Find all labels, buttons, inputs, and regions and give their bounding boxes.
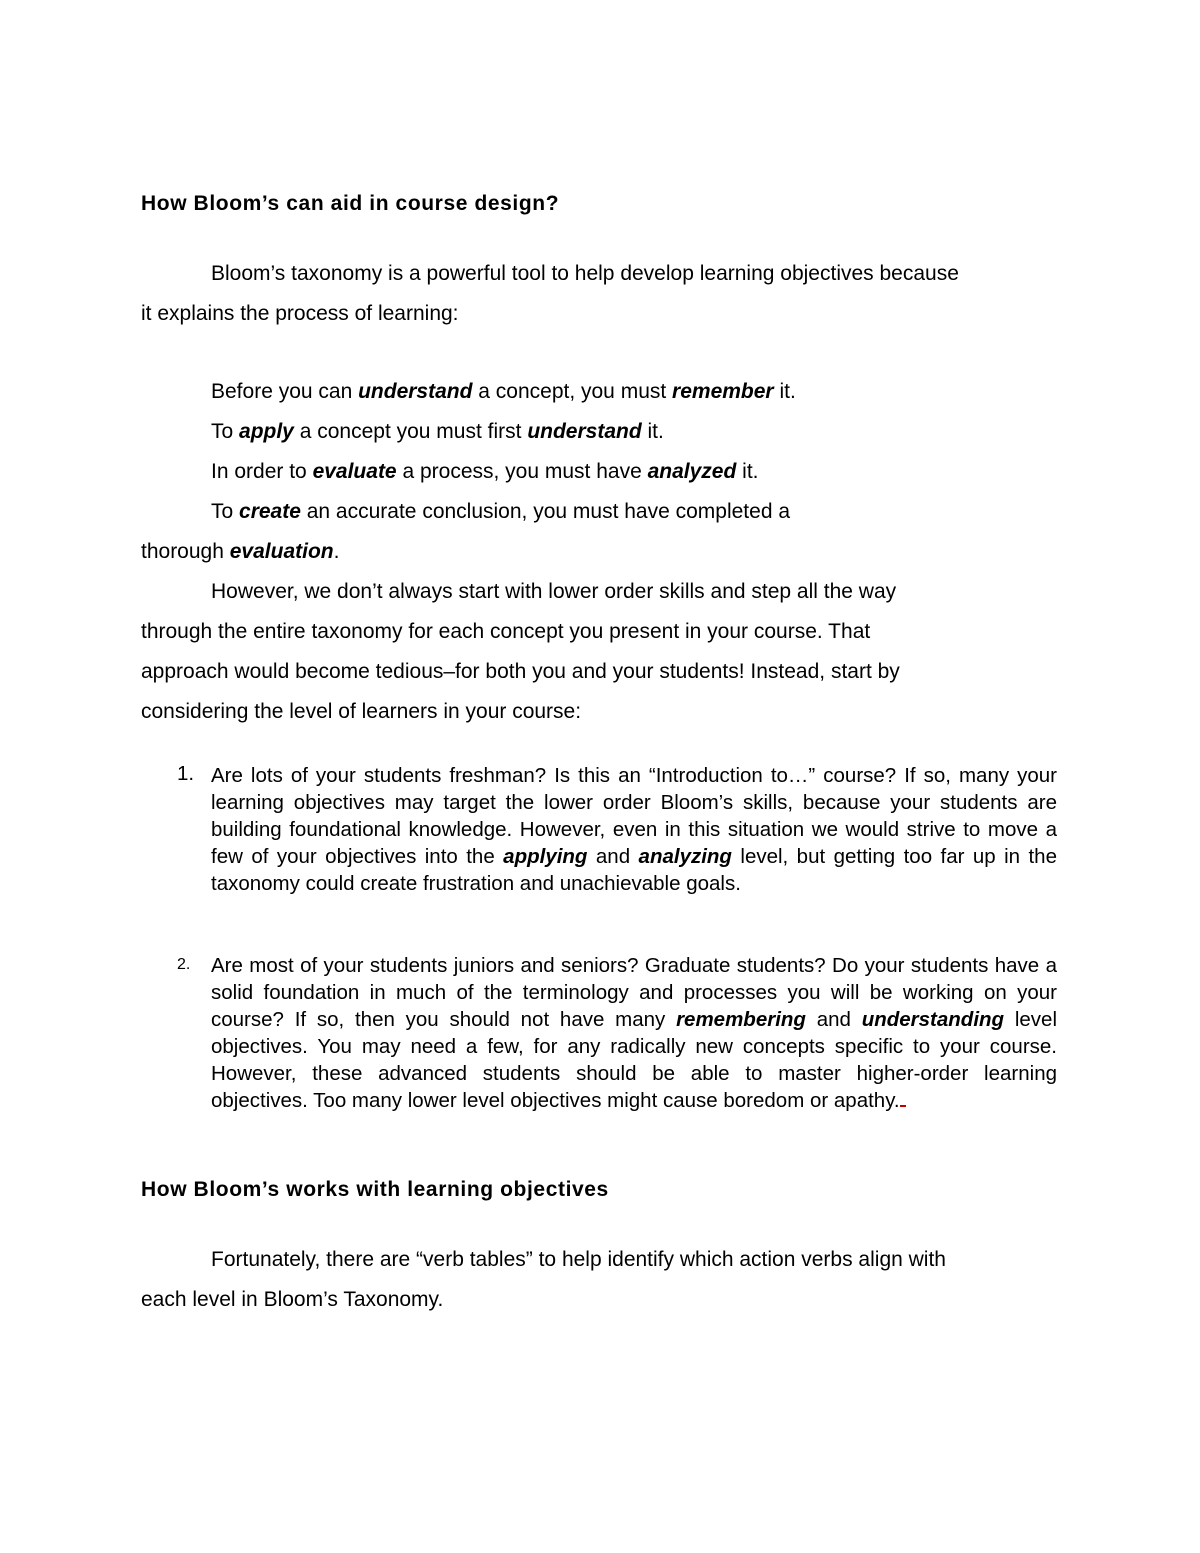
however-line-4: considering the level of learners in your course: <box>141 700 582 723</box>
however-line-1: However, we don’t always start with lower order skills and step all the way <box>211 580 897 603</box>
list-number: 2. <box>177 956 191 973</box>
example-evaluate: In order to evaluate a process, you must have analyzed it. <box>211 460 759 483</box>
section-heading-course-design: How Bloom’s can aid in course design? <box>141 192 560 215</box>
list-item <box>141 952 1057 1114</box>
intro-line-2: it explains the process of learning: <box>141 302 459 325</box>
verb-tables-line-1: Fortunately, there are “verb tables” to help identify which action verbs align with <box>211 1248 946 1271</box>
however-line-3: approach would become tedious–for both you and your students! Instead, start by <box>141 660 900 683</box>
intro-line-1: Bloom’s taxonomy is a powerful tool to help develop learning objectives because <box>211 262 959 285</box>
example-create-continued: thorough evaluation. <box>141 540 340 563</box>
list-item-text: Are most of your students juniors and seniors? Graduate students? Do your students have a solid foundation in much of the terminology and processes you will be working on your course? If so, then you should not have many remembering and understanding level objectives. You may need a few, for any radically new concepts specific to your course. However, these advanced students should be able to master higher-order learning objectives. Too many lower level objectives might cause boredom or apathy. <box>211 954 1057 1112</box>
list-number: 1. <box>177 762 195 785</box>
example-apply: To apply a concept you must first understand it. <box>211 420 664 443</box>
section-heading-learning-objectives: How Bloom’s works with learning objectives <box>141 1178 609 1201</box>
example-remember-understand: Before you can understand a concept, you must remember it. <box>211 380 796 403</box>
list-item-text: Are lots of your students freshman? Is this an “Introduction to…” course? If so, many your learning objectives may target the lower order Bloom’s skills, because your students are building foundational knowledge. However, even in this situation we would strive to move a few of your objectives into the applying and analyzing level, but getting too far up in the taxonomy could create frustration and unachievable goals. <box>211 764 1057 895</box>
list-item <box>141 762 1057 897</box>
verb-tables-line-2: each level in Bloom’s Taxonomy. <box>141 1288 444 1311</box>
revision-mark <box>900 1087 906 1107</box>
example-create: To create an accurate conclusion, you must have completed a <box>211 500 791 523</box>
however-line-2: through the entire taxonomy for each concept you present in your course. That <box>141 620 871 643</box>
